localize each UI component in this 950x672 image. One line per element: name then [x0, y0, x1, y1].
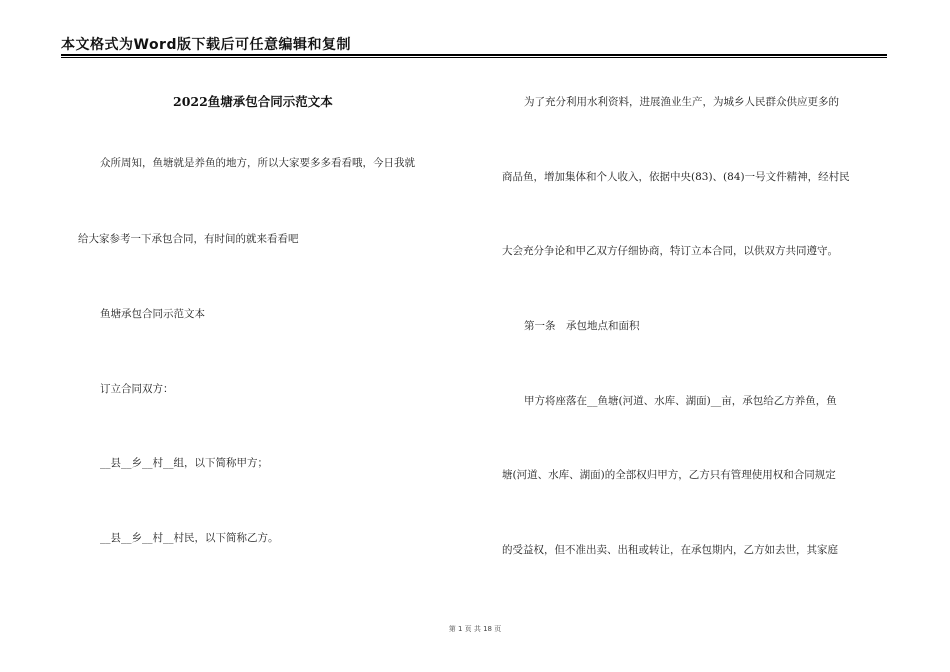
- right-line-4: 第一条 承包地点和面积: [524, 320, 640, 332]
- left-line-2: 给大家参考一下承包合同，有时间的就来看看吧: [78, 233, 299, 245]
- right-line-3: 大会充分争论和甲乙双方仔细协商，特订立本合同，以供双方共同遵守。: [502, 245, 838, 257]
- left-line-4: 订立合同双方：: [100, 383, 174, 395]
- right-line-1: 为了充分利用水利资料，进展渔业生产，为城乡人民群众供应更多的: [524, 96, 839, 108]
- left-line-5: __县__乡__村__组，以下简称甲方；: [100, 457, 268, 469]
- right-line-6: 塘(河道、水库、湖面)的全部权归甲方，乙方只有管理使用权和合同规定: [502, 469, 836, 481]
- header-notice: 本文格式为Word版下载后可任意编辑和复制: [61, 37, 351, 53]
- document-title: 2022鱼塘承包合同示范文本: [173, 94, 333, 109]
- right-line-2: 商品鱼，增加集体和个人收入，依据中央(83)、(84)一号文件精神，经村民: [502, 171, 850, 183]
- header-rule-thick: [61, 54, 887, 56]
- right-line-7: 的受益权，但不准出卖、出租或转让，在承包期内，乙方如去世，其家庭: [502, 544, 838, 556]
- right-line-5: 甲方将座落在__鱼塘(河道、水库、湖面)__亩，承包给乙方养鱼，鱼: [524, 395, 837, 407]
- left-line-3: 鱼塘承包合同示范文本: [100, 308, 205, 320]
- page-footer: 第 1 页 共 18 页: [448, 625, 502, 633]
- left-line-6: __县__乡__村__村民，以下简称乙方。: [100, 532, 279, 544]
- left-line-1: 众所周知，鱼塘就是养鱼的地方，所以大家要多多看看哦，今日我就: [100, 157, 415, 169]
- header-rule-thin: [61, 57, 887, 58]
